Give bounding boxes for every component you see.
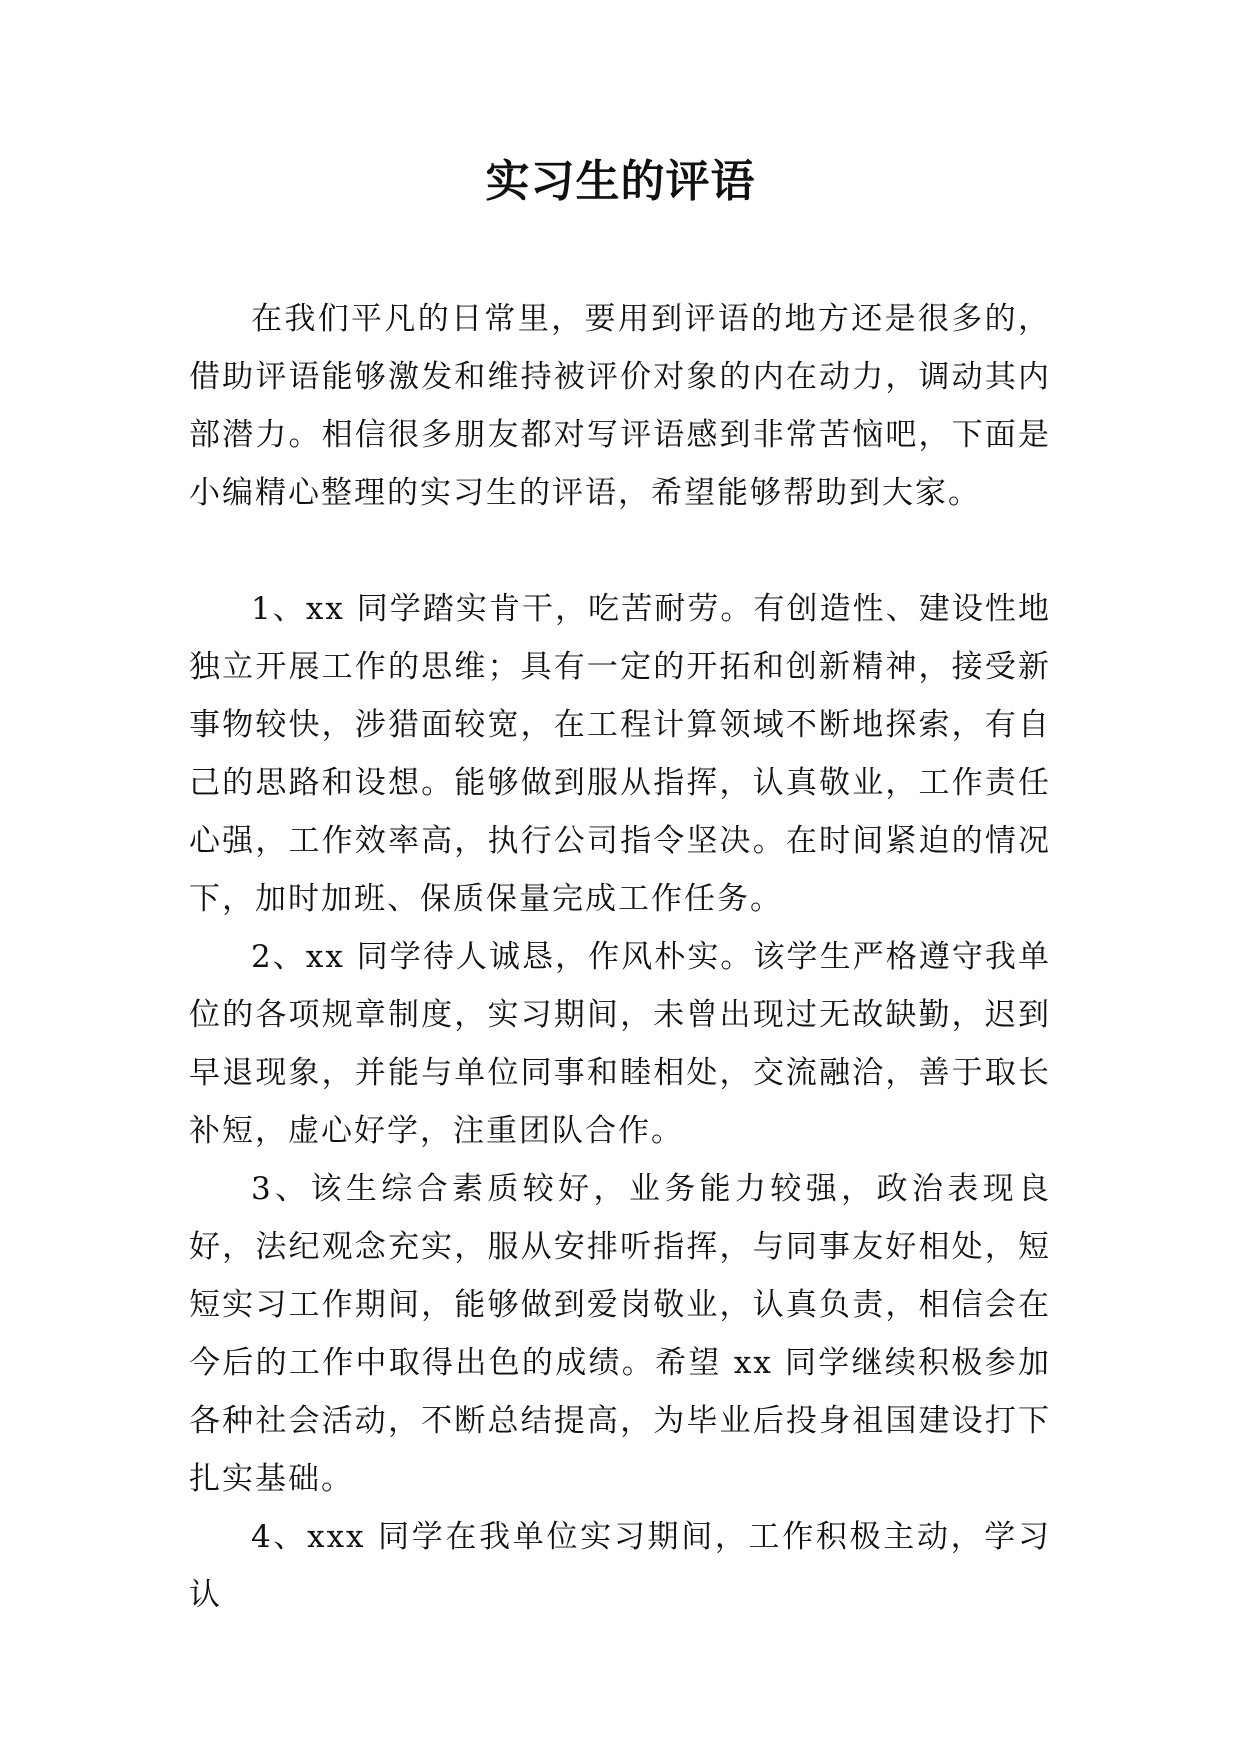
- comment-paragraph-2: 2、xx 同学待人诚恳，作风朴实。该学生严格遵守我单位的各项规章制度，实习期间，未曾出现过无故缺勤，迟到早退现象，并能与单位同事和睦相处，交流融洽，善于取长补短，虚心好学，注重团队合作。: [189, 939, 1051, 1149]
- comment-paragraph-1: 1、xx 同学踏实肯干，吃苦耐劳。有创造性、建设性地独立开展工作的思维；具有一定的开拓和创新精神，接受新事物较快，涉猎面较宽，在工程计算领域不断地探索，有自己的思路和设想。能够做到服从指挥，认真敬业，工作责任心强，工作效率高，执行公司指令坚决。在时间紧迫的情况下，加时加班、保质保量完成工作任务。: [189, 591, 1051, 917]
- comment-paragraph-4: 4、xxx 同学在我单位实习期间，工作积极主动，学习认: [189, 1519, 1051, 1613]
- paragraph-gap: [189, 522, 1051, 580]
- document-body: [189, 290, 1051, 1624]
- comment-paragraph-3: 3、该生综合素质较好，业务能力较强，政治表现良好，法纪观念充实，服从安排听指挥，与同事友好相处，短短实习工作期间，能够做到爱岗敬业，认真负责，相信会在今后的工作中取得出色的成绩。希望 xx 同学继续积极参加各种社会活动，不断总结提高，为毕业后投身祖国建设打下扎实基础。: [189, 1171, 1051, 1497]
- document-title: 实习生的评语: [485, 156, 756, 207]
- intro-paragraph: 在我们平凡的日常里，要用到评语的地方还是很多的，借助评语能够激发和维持被评价对象的内在动力，调动其内部潜力。相信很多朋友都对写评语感到非常苦恼吧，下面是小编精心整理的实习生的评语，希望能够帮助到大家。: [189, 301, 1051, 511]
